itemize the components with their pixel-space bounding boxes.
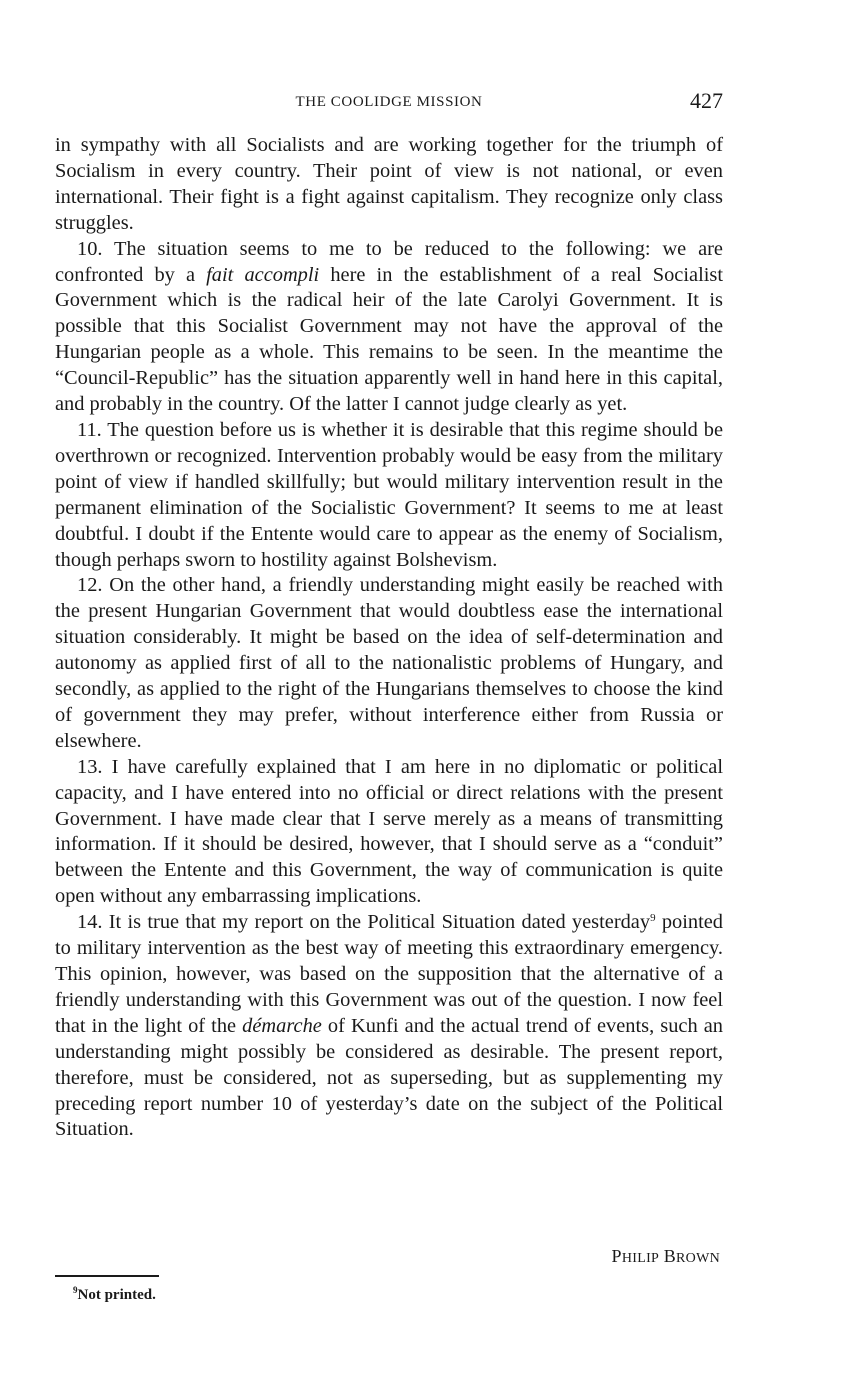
paragraph-text: 12. On the other hand, a friendly understanding might easily be reached with the present Hungarian Government that would doubtless ease the international situation considerably. It might be based on the idea of self-determination and autonomy as applied first of all to the nationalistic problems of Hungary, and secondly, as applied to the right of the Hungarians themselves to choose the kind of government they may prefer, without interference either from Russia or elsewhere. bbox=[55, 574, 723, 752]
paragraph-14 bbox=[55, 910, 723, 1143]
page-number: 427 bbox=[690, 88, 723, 113]
document-page bbox=[55, 0, 723, 1379]
paragraph-text: here in the establishment of a real Socialist Government which is the radical heir of the late Carolyi Government. It is possible that this Socialist Government may not have the approval of the Hungarian people as a whole. This remains to be seen. In the meantime the “Council-Republic” has the situation apparently well in hand here in this capital, and probably in the country. Of the latter I cannot judge clearly as yet. bbox=[55, 263, 724, 416]
italic-phrase: fait accompli bbox=[206, 263, 320, 286]
body-text bbox=[55, 133, 723, 1143]
paragraph-text: 13. I have carefully explained that I am here in no diplomatic or political capacity, and I have entered into no official or direct relations with the present Government. I have made clear that I serve merely as a means of transmitting information. If it should be desired, however, that I should serve as a “conduit” between the Entente and this Government, the way of communication is quite open without any embarrassing implications. bbox=[55, 755, 723, 908]
footnote-text: Not printed. bbox=[77, 1287, 156, 1303]
paragraph-text: 10. The situation seems to me to be reduced to the following: we are confronted by a bbox=[55, 237, 723, 286]
paragraph-11 bbox=[55, 418, 723, 573]
signature-initial: B bbox=[663, 1246, 677, 1266]
italic-phrase: démarche bbox=[242, 1014, 322, 1037]
paragraph-continuation bbox=[55, 133, 723, 237]
paragraph-text: 11. The question before us is whether it is desirable that this regime should be overthrown or recognized. Intervention probably would be easy from the military point of view if handled skillfully; but would military intervention result in the permanent elimination of the Socialistic Government? It seems to me at least doubtful. I doubt if the Entente would care to appear as the enemy of Socialism, though perhaps sworn to hostility against Bolshevism. bbox=[55, 418, 723, 571]
paragraph-text: in sympathy with all Socialists and are working together for the triumph of Socialism in every country. Their point of view is not national, or even international. Their fight is a fight against capitalism. They recognize only class struggles. bbox=[55, 134, 723, 234]
signature-rest: ROWN bbox=[676, 1251, 720, 1266]
paragraph-text: pointed to military intervention as the best way of meeting this extraordinary emergency. This opinion, however, was based on the supposition that the alternative of a friendly understanding with this Government was out of the question. I now feel that in the light of the bbox=[55, 911, 724, 1037]
footnote bbox=[73, 1287, 156, 1304]
paragraph-10 bbox=[55, 237, 723, 418]
footnote-divider bbox=[55, 1275, 159, 1277]
paragraph-text: 14. It is true that my report on the Political Situation dated yesterday bbox=[77, 911, 651, 934]
signature-initial: P bbox=[611, 1246, 622, 1266]
running-title: THE COOLIDGE MISSION bbox=[295, 94, 483, 110]
signature bbox=[612, 1246, 720, 1267]
footnote-mark: 9 bbox=[73, 1285, 78, 1295]
signature-rest: HILIP bbox=[621, 1251, 660, 1266]
paragraph-13 bbox=[55, 755, 723, 910]
paragraph-12 bbox=[55, 573, 723, 754]
running-head bbox=[55, 88, 723, 118]
footnote-reference: 9 bbox=[650, 912, 656, 925]
paragraph-text: of Kunfi and the actual trend of events, such an understanding might possibly be considered as desirable. The present report, therefore, must be considered, not as superseding, but as supplementing my preceding report number 10 of yesterday’s date on the subject of the Political Situation. bbox=[55, 1014, 723, 1141]
